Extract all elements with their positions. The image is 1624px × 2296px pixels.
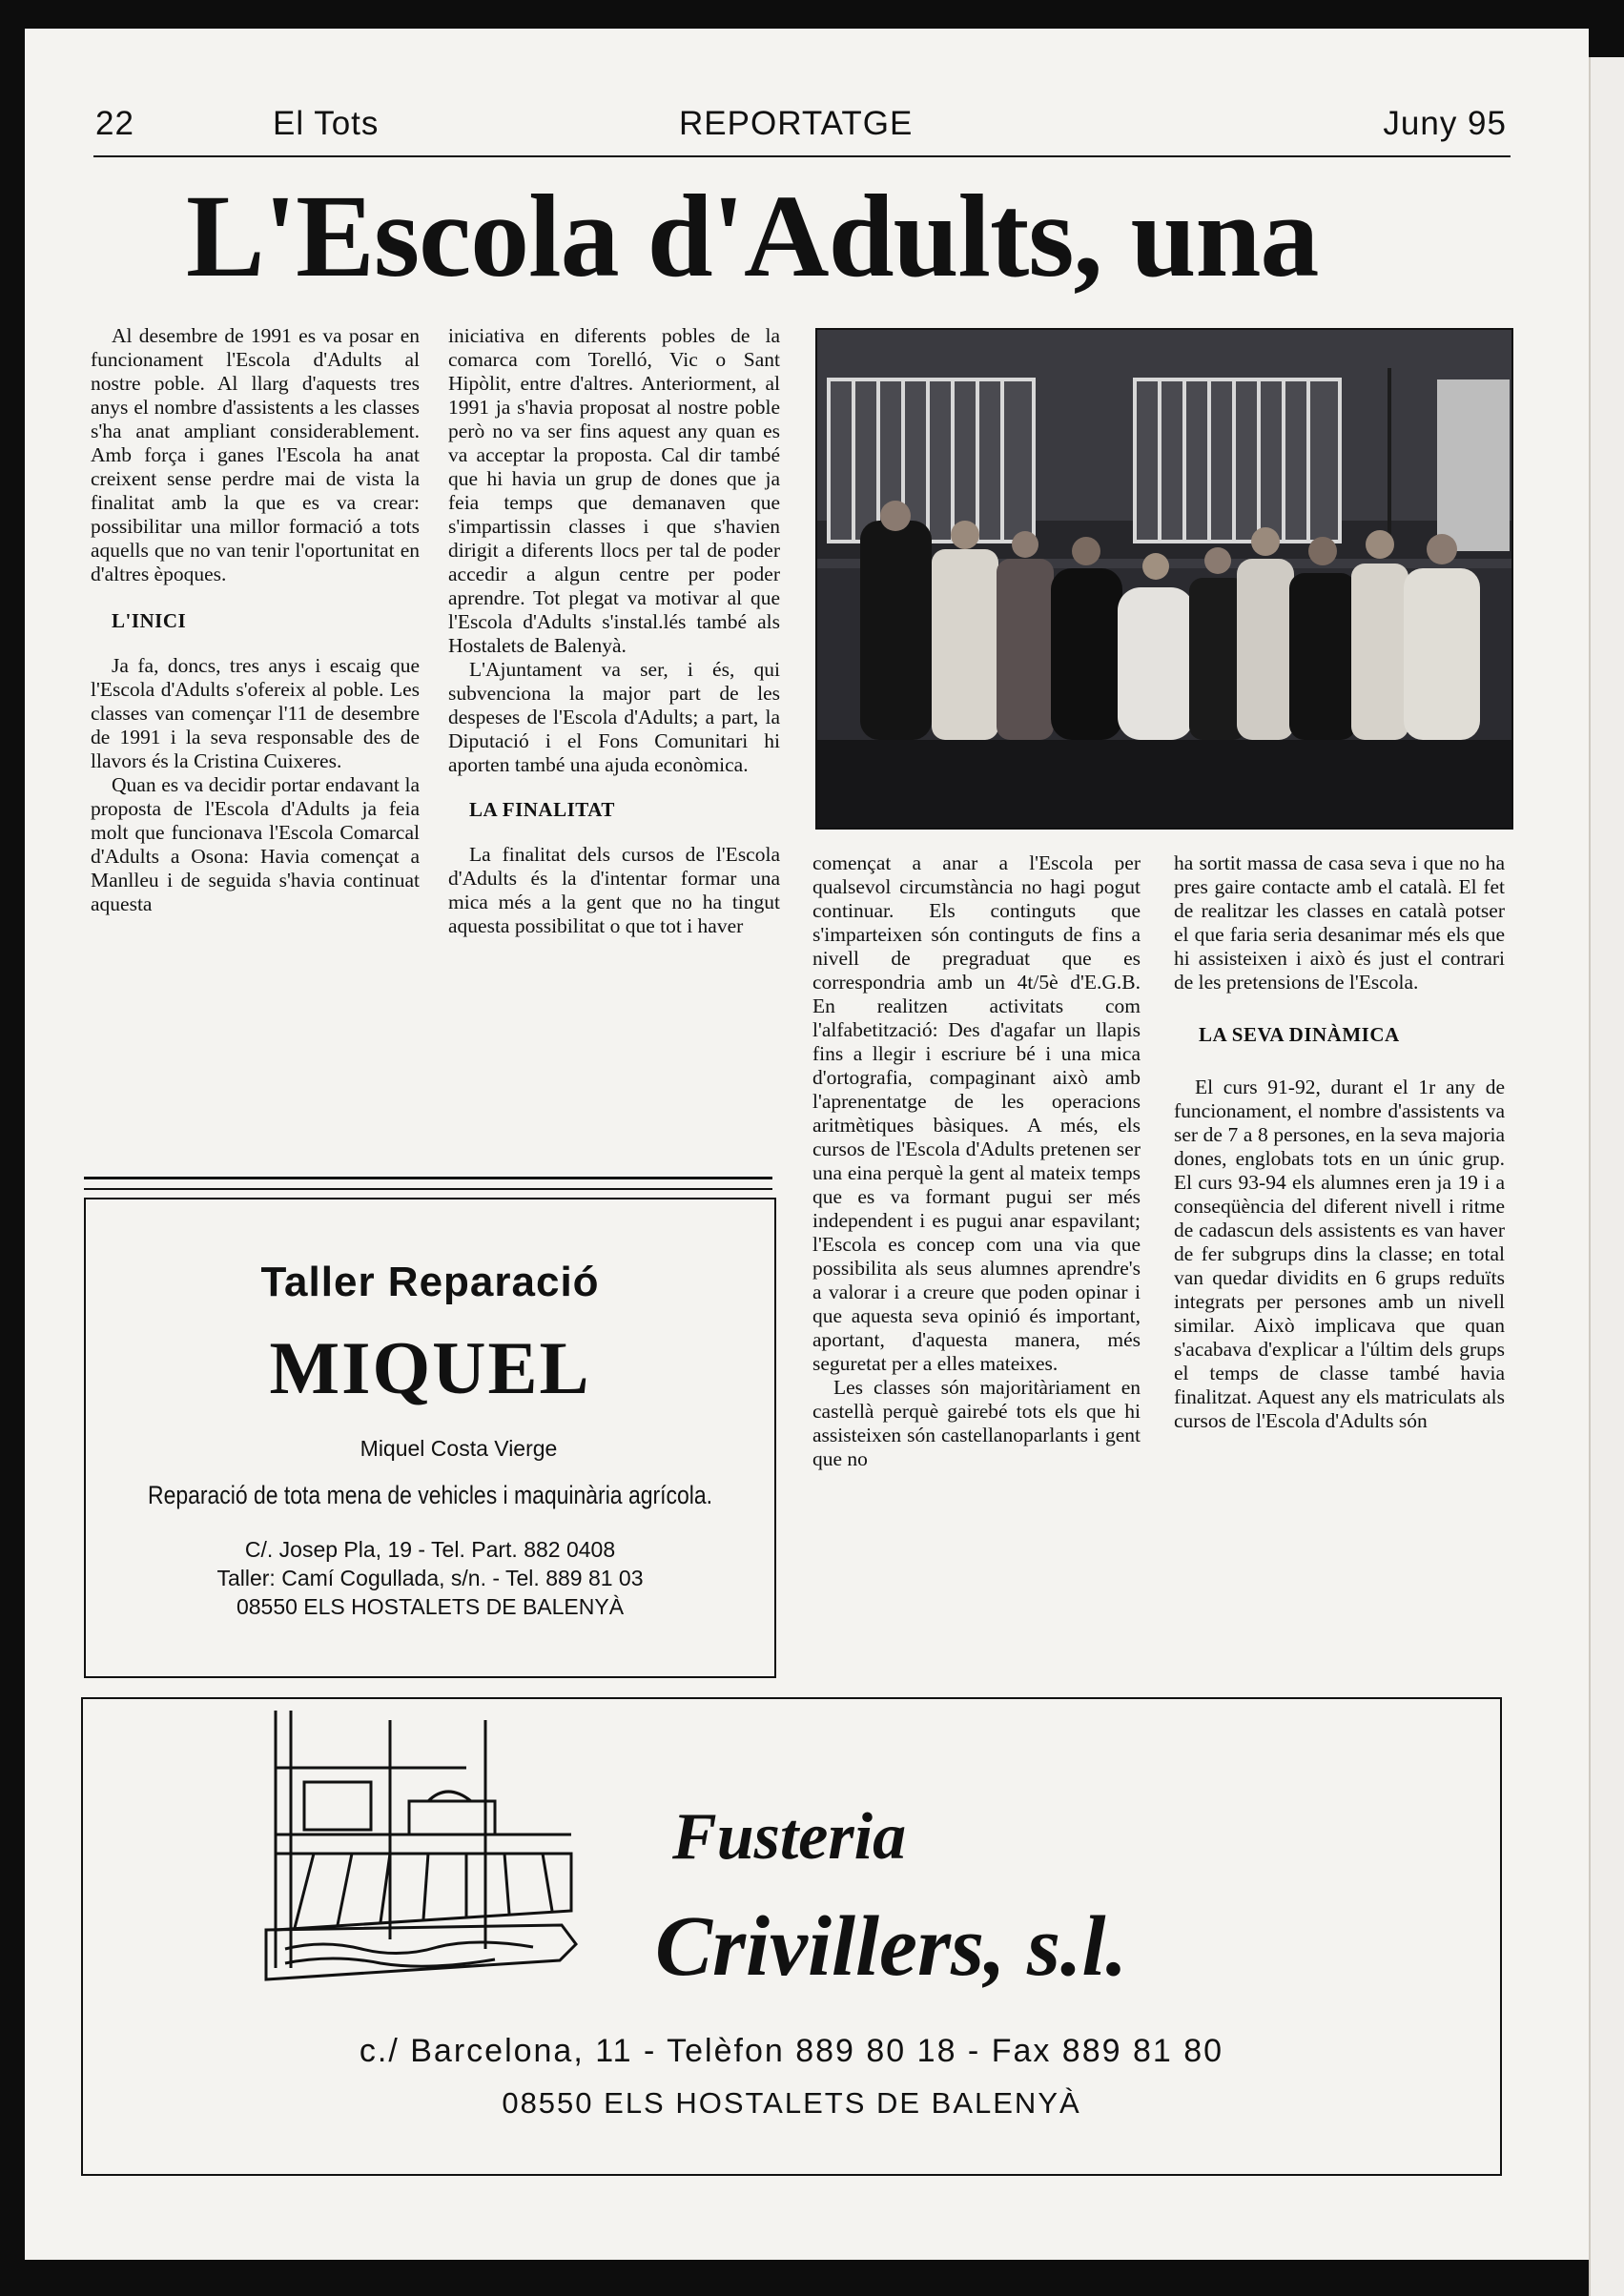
workshop-illustration	[257, 1711, 590, 1987]
ad-address-1: C/. Josep Pla, 19 - Tel. Part. 882 0408	[244, 1537, 616, 1562]
section-heading: LA SEVA DINÀMICA	[1199, 1023, 1400, 1046]
section-heading: LA FINALITAT	[469, 798, 615, 821]
ad-taller-reparacio	[84, 1198, 776, 1678]
article-column-2	[448, 324, 780, 938]
section-name: REPORTATGE	[679, 105, 914, 142]
paragraph: iniciativa en diferents pobles de la comarca com Torelló, Vic o Sant Hipòlit, entre d'altres. Anteriorment, al 1991 ja s'havia proposat al nostre poble però no va ser fins aquest any quan es va acceptar la proposta. Cal dir també que hi havia un grup de dones que ja feia temps que demanaven que s'impartissin classes i que s'havien dirigit a diferents llocs per tal de poder accedir a algun centre per poder aprendre. Tot plegat va motivar al que l'Escola d'Adults s'instal.lés també als Hostalets de Balenyà.	[448, 324, 780, 657]
article-column-4	[1174, 851, 1505, 1433]
paragraph: Quan es va decidir portar endavant la proposta de l'Escola d'Adults ja feia molt que funcionava l'Escola Comarcal d'Adults a Osona: Havia començat a Manlleu i de seguida s'havia continuat aquesta	[91, 773, 420, 915]
section-heading: L'INICI	[112, 609, 187, 632]
ad-owner: Miquel Costa Vierge	[360, 1436, 558, 1461]
issue-date: Juny 95	[1383, 105, 1507, 142]
ad-town-line: 08550 ELS HOSTALETS DE BALENYÀ	[502, 2086, 1081, 2120]
magazine-name: El Tots	[273, 105, 380, 142]
ad-business-name: MIQUEL	[269, 1326, 591, 1409]
page-number: 22	[95, 105, 134, 142]
ad-title: Taller Reparació	[260, 1259, 600, 1305]
ad-address-3: 08550 ELS HOSTALETS DE BALENYÀ	[236, 1594, 625, 1619]
ad-fusteria-crivillers	[81, 1697, 1502, 2176]
paragraph: La finalitat dels cursos de l'Escola d'Adults és la d'intentar formar una mica més a la gent que no ha tingut aquesta possibilitat o que tot i haver	[448, 843, 780, 937]
paragraph: ha sortit massa de casa seva i que no ha pres gaire contacte amb el català. El fet de realitzar les classes en català potser el que faria seria desanimar més els que hi assisteixen i això és just el contrari de les pretensions de l'Escola.	[1174, 851, 1505, 994]
ad-fusteria-word: Fusteria	[672, 1800, 907, 1874]
group-photo	[815, 328, 1513, 830]
ad-company-name: Crivillers, s.l.	[655, 1899, 1128, 1994]
costumed-group-photo	[817, 330, 1511, 828]
column-end-rule	[84, 1177, 772, 1190]
paragraph: El curs 91-92, durant el 1r any de funcionament, el nombre d'assistents va ser de 7 a 8 persones, en la seva majoria dones, englobats tots en un únic grup. El curs 93-94 els alumnes eren ja 19 i a conseqüència del diferent nivell i ritme de cadascun dels assistents es van haver de fer subgrups dins la classe; en total van quedar dividits en 6 grups reduïts integrats per persones amb un nivell similar. Això implicava que quan s'acabava d'explicar a l'últim dels grups el temps de classe també havia finalitzat. Aquest any els matriculats als cursos de l'Escola d'Adults són	[1174, 1076, 1505, 1432]
paragraph: començat a anar a l'Escola per qualsevol circumstància no hagi pogut continuar. Els continguts que s'imparteixen són continguts de fins a nivell de pregraduat que es correspondria amb un 4t/5è d'E.G.B. En realitzen activitats com l'alfabetització: Des d'agafar un llapis fins a llegir i escriure bé i una mica d'ortografia, compaginant això amb l'aprenentatge de les operacions aritmètiques bàsiques. A més, els cursos de l'Escola d'Adults pretenen ser una eina perquè la gent al mateix temps que es va formant pugui ser més independent i es pugui anar espavilant; l'Escola es concep com una via que possibilita als seus alumnes aprendre's a valorar i a creure que poden opinar i que aquesta seva opinió és important, aportant, d'aquesta manera, més seguretat per a elles mateixes.	[812, 851, 1141, 1375]
article-column-1	[91, 324, 420, 916]
article-column-3	[812, 851, 1141, 1471]
paragraph: L'Ajuntament va ser, i és, qui subvenciona la major part de les despeses de l'Escola d'Adults; a part, la Diputació i el Fons Comunitari hi aporten també una ajuda econòmica.	[448, 658, 780, 776]
header-rule	[93, 155, 1511, 157]
page-header	[95, 105, 1507, 153]
paragraph: Les classes són majoritàriament en castellà perquè gairebé tots els que hi assisteixen són castellanoparlants i gent que no	[812, 1376, 1141, 1470]
paragraph: Al desembre de 1991 es va posar en funcionament l'Escola d'Adults al nostre poble. Al llarg d'aquests tres anys el nombre d'assistents a les classes s'ha anat ampliant considerablement. Amb força i ganes l'Escola ha anat creixent sense perdre mai de vista la finalitat amb la que es va crear: possibilitar una millor formació a tots aquells que no van tenir l'oportunitat en d'altres èpoques.	[91, 324, 420, 585]
headline: L'Escola d'Adults, una	[186, 171, 1319, 301]
ad-tagline: Reparació de tota mena de vehicles i maquinària agrícola.	[148, 1481, 712, 1509]
next-page-edge	[1589, 57, 1624, 2296]
ad-contact-line: c./ Barcelona, 11 - Telèfon 889 80 18 - Fax 889 81 80	[359, 2033, 1224, 2069]
ad-address-2: Taller: Camí Cogullada, s/n. - Tel. 889 81 03	[216, 1566, 644, 1590]
paragraph: Ja fa, doncs, tres anys i escaig que l'Escola d'Adults s'ofereix al poble. Les classes van començar l'11 de desembre de 1991 i la seva responsable des de llavors és la Cristina Cuixeres.	[91, 654, 420, 772]
